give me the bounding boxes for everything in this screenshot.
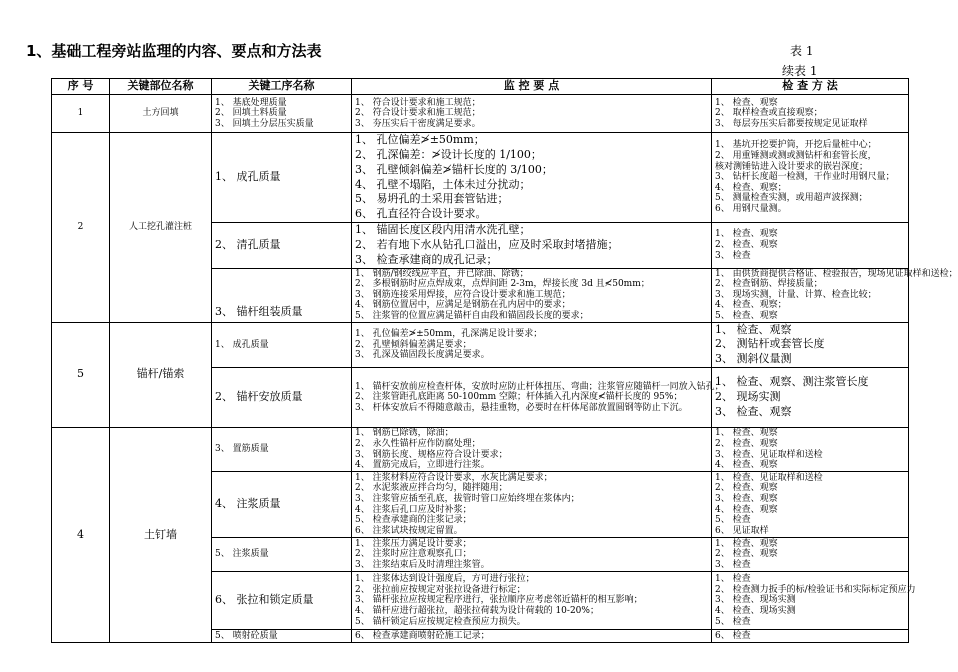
list-line: 4、 检查、现场实测: [715, 605, 796, 616]
process-name: 2、 清孔质量: [212, 223, 352, 269]
list-line: 6、 用钢尺量测。: [715, 204, 787, 215]
list-line: 3、 钢筋长度、规格应符合设计要求；: [355, 449, 508, 460]
monitor-points: [352, 322, 712, 368]
list-line: 2、 检查钢筋、焊接质量；: [715, 279, 823, 290]
process-name: 5、 注浆质量: [212, 538, 352, 572]
check-methods: [712, 268, 958, 322]
list-line: 6、 注浆试块按规定留置。: [355, 525, 463, 536]
process-name: 3、 置筋质量: [212, 428, 352, 472]
monitor-points: [352, 572, 712, 630]
list-line: 2、 符合设计要求和施工规范；: [355, 108, 481, 119]
process-name: 1、 成孔质量: [212, 322, 352, 368]
check-methods: [712, 223, 909, 269]
header-part: 关键部位名称: [110, 79, 212, 95]
list-line: 1、 注浆体达到设计强度后，方可进行张拉；: [355, 574, 535, 585]
monitor-points: [352, 428, 712, 472]
list-line: 4、 检查、观察；: [715, 300, 787, 311]
table-header-row: [52, 79, 909, 95]
process-list: [212, 95, 352, 133]
list-line: 2、 检查、观察: [715, 483, 778, 494]
list-line: 3、 夯压实后干密度满足要求。: [355, 118, 481, 129]
list-line: 1、 锚固长度区段内用清水洗孔壁；: [355, 223, 531, 237]
list-line: 1、 钢筋/钢绞线应平直，并已除油、除锈；: [355, 268, 529, 279]
row-number: 5: [52, 322, 110, 428]
process-name: 1、 成孔质量: [212, 133, 352, 223]
list-line: 2、 永久性锚杆应作防腐处理；: [355, 439, 481, 450]
row-number: 4: [52, 428, 110, 643]
process-name: 2、 锚杆安放质量: [212, 368, 352, 428]
list-line: 5、 易坍孔的土采用套管钻进；: [355, 192, 509, 206]
list-line: 3、 检查承建商的成孔记录；: [355, 252, 498, 266]
row-number: 1: [52, 95, 110, 133]
list-line: 1、 检查、观察: [715, 97, 778, 108]
monitor-points: [352, 268, 712, 322]
list-line: 4、 检查、观察: [715, 460, 778, 471]
list-line: 1、 符合设计要求和施工规范；: [355, 97, 481, 108]
list-line: 1、 检查、观察、测注浆管长度: [715, 375, 869, 389]
check-methods: [712, 428, 909, 472]
process-name: 3、 锚杆组装质量: [212, 268, 352, 322]
list-line: 2、 检查测力扳手的标/检验证书和实际标定预应力: [715, 584, 916, 595]
list-line: 1、 检查、观察: [715, 322, 792, 336]
monitor-points: [352, 538, 712, 572]
check-methods: [712, 368, 909, 428]
list-line: 1、 基坑开挖要护筒，开挖后量桩中心；: [715, 140, 877, 151]
key-part-name: 土方回填: [110, 95, 212, 133]
list-line: 2、 若有地下水从钻孔口溢出，应及时采取封堵措施；: [355, 237, 619, 251]
list-line: 4、 置筋完成后，立即进行注浆。: [355, 460, 490, 471]
monitor-points: [352, 223, 712, 269]
list-line: 1、 锚杆安放前应检查杆体，安放时应防止杆体扭压、弯曲；注浆管应随锚杆一同放入钻孔；: [355, 381, 724, 392]
list-line: 2、 现场实测: [715, 390, 781, 404]
list-line: 6、 孔直径符合设计要求。: [355, 207, 487, 221]
header-no: 序 号: [52, 79, 110, 95]
list-line: 4、 检查、观察；: [715, 182, 787, 193]
list-line: 3、 测斜仪量测: [715, 352, 792, 366]
header-process: 关键工序名称: [212, 79, 352, 95]
table-row: [52, 428, 909, 472]
monitor-points: [352, 472, 712, 538]
check-methods: [712, 322, 909, 368]
monitor-points: 6、 检查承建商喷射砼施工记录；: [352, 630, 712, 643]
list-line: 2、 用重锤测或测或测钻杆和套管长度，: [715, 151, 877, 161]
key-part-name: 土钉墙: [110, 428, 212, 643]
table-continued-label: 续表 1: [782, 64, 818, 78]
list-line: 1、 注浆压力满足设计要求；: [355, 538, 472, 549]
table-row: [52, 133, 909, 223]
list-line: 2、 注浆时应注意观察孔口；: [355, 549, 472, 560]
list-line: 3、 注浆结束后及时清理注浆管。: [355, 559, 490, 570]
table-number: 表 1: [790, 44, 814, 58]
list-line: 4、 锚杆应进行超张拉，超张拉荷载为设计荷载的 10-20%；: [355, 605, 599, 616]
list-line: 3、 孔壁倾斜偏差≯锚杆长度的 3/100；: [355, 162, 553, 176]
list-line: 5、 检查承建商的注浆记录；: [355, 515, 472, 526]
list-line: 2、 水泥浆液应拌合均匀，随拌随用；: [355, 483, 508, 494]
list-line: 1、 孔位偏差≯±50mm，孔深满足设计要求；: [355, 328, 543, 339]
list-line: 核对测锤钻进入设计要求的嵌岩深度；: [715, 161, 869, 172]
list-line: 2、 检查、观察: [715, 439, 778, 450]
list-line: 5、 检查: [715, 616, 751, 627]
list-line: 3、 注浆管应插至孔底，拔管时管口应始终埋在浆体内；: [355, 494, 580, 505]
check-methods: [712, 133, 909, 223]
list-line: 2、 回填土料质量: [215, 108, 287, 119]
list-line: 4、 孔壁不塌陷，土体未过分扰动；: [355, 177, 531, 191]
monitor-points: [352, 133, 712, 223]
list-line: 5、 检查、观察: [715, 311, 778, 322]
check-methods: [712, 472, 909, 538]
list-line: 1、 基底处理质量: [215, 97, 287, 108]
process-name: 4、 注浆质量: [212, 472, 352, 538]
list-line: 3、 钢筋连接采用焊接，应符合设计要求和施工规范；: [355, 289, 571, 300]
list-line: 2、 测钻杆或套管长度: [715, 337, 825, 351]
list-line: 5、 锚杆锁定后应按规定检查预应力损失。: [355, 616, 526, 627]
list-line: 2、 孔深偏差：≯设计长度的 1/100；: [355, 147, 542, 161]
list-line: 1、 检查、观察: [715, 229, 778, 240]
supervision-table: [51, 78, 958, 643]
key-part-name: 锚杆/锚索: [110, 322, 212, 428]
monitor-points: [352, 368, 724, 428]
list-line: 1、 检查、见证取样和送检: [715, 472, 823, 483]
list-line: 3、 现场实测，计量、计算、检查比较；: [715, 289, 877, 300]
list-line: 2、 注浆管距孔底距离 50-100mm 空隙；杆体插入孔内深度≮锚杆长度的 95%；: [355, 392, 683, 403]
list-line: 1、 孔位偏差≯±50mm；: [355, 133, 485, 146]
list-line: 2、 检查、观察: [715, 240, 778, 251]
list-line: 3、 锚杆张拉应按规定程序进行，张拉顺序应考虑邻近锚杆的相互影响；: [355, 595, 643, 606]
list-line: 3、 钻杆长度超一检测，干作业时用钢尺量；: [715, 172, 895, 183]
page-title: 1、基础工程旁站监理的内容、要点和方法表: [26, 42, 322, 60]
check-methods: 6、 检查: [712, 630, 909, 643]
check-methods: [712, 538, 909, 572]
list-line: 4、 钢筋位置居中，应满足是钢筋在孔内居中的要求；: [355, 300, 571, 311]
list-line: 5、 检查: [715, 515, 751, 526]
list-line: 2、 张拉前应按规定对张拉设备进行标定；: [355, 584, 526, 595]
table-row: [52, 322, 909, 368]
check-methods: [712, 572, 916, 630]
header-check-method: 检 查 方 法: [712, 79, 909, 95]
key-part-name: 人工挖孔灌注桩: [110, 133, 212, 323]
list-line: 1、 钢筋已除锈，除油；: [355, 428, 454, 439]
list-line: 2、 多根钢筋时应点焊成束，点焊间距 2-3m，焊接长度 3d 且≮50mm；: [355, 279, 650, 290]
list-line: 6、 见证取样: [715, 525, 769, 536]
list-line: 5、 测量检查实测，或用超声波探测；: [715, 193, 868, 204]
row-number: 2: [52, 133, 110, 323]
list-line: 2、 孔壁倾斜偏差满足要求；: [355, 339, 472, 350]
list-line: 2、 取样检查或直接观察；: [715, 108, 823, 119]
list-line: 3、 每层夯压实后都要按规定见证取样: [715, 118, 868, 129]
list-line: 3、 杆体安放后不得随意敲击，悬挂重物，必要时在杆体尾部放置圆钢等防止下沉。: [355, 402, 688, 413]
list-line: 1、 由供货商提供合格证、检验报告，现场见证取样和送检；: [715, 268, 958, 279]
list-line: 3、 检查、现场实测: [715, 595, 796, 606]
list-line: 3、 检查、观察: [715, 494, 778, 505]
list-line: 1、 注浆材料应符合设计要求，水灰比满足要求；: [355, 472, 553, 483]
list-line: 4、 注浆后孔口应及时补浆；: [355, 504, 472, 515]
check-methods: [712, 95, 909, 133]
list-line: 3、 回填土分层压实质量: [215, 118, 314, 129]
list-line: 1、 检查、观察: [715, 428, 778, 439]
process-name: 5、 喷射砼质量: [212, 630, 352, 643]
list-line: 3、 检查、观察: [715, 405, 792, 419]
table-row: [52, 95, 909, 133]
list-line: 3、 检查: [715, 559, 751, 570]
list-line: 3、 检查、见证取样和送检: [715, 449, 823, 460]
list-line: 3、 孔深及锚固段长度满足要求。: [355, 350, 490, 361]
process-name: 6、 张拉和锁定质量: [212, 572, 352, 630]
header-monitor-points: 监 控 要 点: [352, 79, 712, 95]
list-line: 1、 检查: [715, 574, 751, 585]
list-line: 4、 检查、观察: [715, 504, 778, 515]
list-line: 1、 检查、观察: [715, 538, 778, 549]
list-line: 3、 检查: [715, 250, 751, 261]
monitor-points: [352, 95, 712, 133]
list-line: 5、 注浆管的位置应满足锚杆自由段和锚固段长度的要求；: [355, 311, 589, 322]
list-line: 2、 检查、观察: [715, 549, 778, 560]
